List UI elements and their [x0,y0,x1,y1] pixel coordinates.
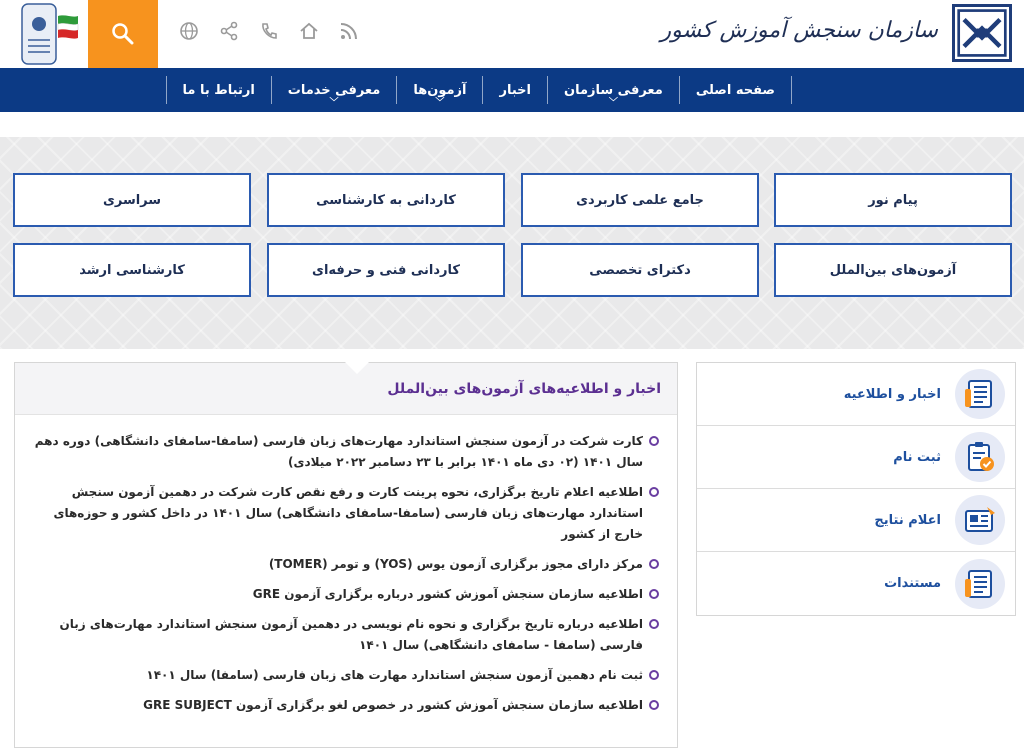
main-nav [0,68,1024,112]
emblem-logo [8,2,80,66]
globe-icon[interactable] [178,20,200,42]
search-icon [111,22,135,46]
exam-categories [0,137,1024,349]
news-link[interactable]: اطلاعیه اعلام تاریخ برگزاری، نحوه پرینت کارت و رفع نقص کارت شرکت در دهمین آزمون سنجش استاندارد مهارت‌های زبان فارسی (سامفا-سامفای دانشگاهی) سال ۱۴۰۱ در داخل کشور و حوزه‌های خارج از کشور [53,485,643,541]
news-icon [955,369,1005,419]
bullet-icon [649,559,659,569]
chevron-down-icon: ﹀ [435,98,445,108]
exam-applied-science[interactable]: جامع علمی کاربردی [521,173,759,227]
nav-label: ارتباط با ما [182,82,255,98]
news-link[interactable]: ثبت نام دهمین آزمون سنجش استاندارد مهارت های زبان فارسی (سامفا) سال ۱۴۰۱ [146,668,643,682]
quick-link-news[interactable] [697,363,1015,426]
chevron-down-icon: ﹀ [608,98,618,108]
nav-label: اخبار [499,82,531,98]
news-item[interactable] [33,665,659,686]
nav-item-contact[interactable] [166,76,271,104]
bullet-icon [649,436,659,446]
bullet-icon [649,619,659,629]
news-item[interactable] [33,554,659,575]
search-button[interactable] [88,0,158,68]
news-link[interactable]: اطلاعیه درباره تاریخ برگزاری و نحوه نام نویسی در دهمین آزمون سنجش استاندارد مهارت‌های زبان فارسی (سامفا - سامفای دانشگاهی) سال ۱۴۰۱ [59,617,643,652]
rss-icon[interactable] [338,20,360,42]
news-link[interactable]: کارت شرکت در آزمون سنجش استاندارد مهارت‌های زبان فارسی (سامفا-سامفای دانشگاهی) دوره دهم سال ۱۴۰۱ (۰۲ دی ماه ۱۴۰۱ برابر با ۲۳ دسامبر ۲۰۲۲ میلادی) [34,434,643,469]
quick-link-label: اعلام نتایج [874,512,941,528]
bullet-icon [649,700,659,710]
bullet-icon [649,670,659,680]
exam-payame-noor[interactable]: پیام نور [774,173,1012,227]
registration-icon [955,432,1005,482]
news-item[interactable] [33,584,659,605]
nav-item-services[interactable] [271,76,397,108]
news-panel [14,362,678,748]
nav-item-about[interactable] [547,76,679,108]
quick-link-label: ثبت نام [893,449,941,465]
nav-label: معرفی سازمان [563,82,663,98]
quick-link-label: مستندات [884,576,941,591]
nav-label: صفحه اصلی [695,82,775,98]
nav-item-home[interactable] [679,76,792,104]
nav-item-exams[interactable] [396,76,482,108]
site-logo[interactable] [952,4,1012,62]
site-header [0,0,1024,68]
news-item[interactable] [33,695,659,716]
news-item[interactable] [33,482,659,545]
news-title[interactable]: اخبار و اطلاعیه‌های آزمون‌های بین‌الملل [387,380,661,397]
news-link[interactable]: اطلاعیه سازمان سنجش آموزش کشور درباره برگزاری آزمون GRE [252,587,643,601]
panel-notch [345,362,369,374]
news-item[interactable] [33,614,659,656]
news-item[interactable] [33,431,659,473]
phone-icon[interactable] [258,20,280,42]
news-list [15,415,677,716]
nav-label: آزمون‌ها [413,82,467,98]
exam-international[interactable]: آزمون‌های بین‌الملل [774,243,1012,297]
bullet-icon [649,487,659,497]
news-link[interactable]: مرکز دارای مجوز برگزاری آزمون یوس (YOS) و تومر (TOMER) [268,557,643,571]
quick-link-registration[interactable] [697,426,1015,489]
share-icon[interactable] [218,20,240,42]
nav-item-news[interactable] [482,76,547,104]
header-icons [178,20,360,42]
nav-label: معرفی خدمات [287,82,381,98]
results-icon [955,495,1005,545]
documents-icon [955,559,1005,609]
quick-link-results[interactable] [697,489,1015,552]
chevron-down-icon: ﹀ [329,98,339,108]
quick-link-label: اخبار و اطلاعیه [843,386,941,402]
quick-links-panel [696,362,1016,616]
exam-sarasari[interactable]: سراسری [13,173,251,227]
news-link[interactable]: اطلاعیه سازمان سنجش آموزش کشور در خصوص لغو برگزاری آزمون GRE SUBJECT [143,698,643,712]
logo-mark-icon [955,7,1009,59]
home-icon[interactable] [298,20,320,42]
exam-phd[interactable]: دکترای تخصصی [521,243,759,297]
exam-technical-associate[interactable]: کاردانی فنی و حرفه‌ای [267,243,505,297]
exam-associate-to-bachelor[interactable]: کاردانی به کارشناسی [267,173,505,227]
quick-link-documents[interactable] [697,552,1015,615]
logo-text[interactable]: سازمان سنجش آموزش کشور [660,18,938,43]
exam-masters[interactable]: کارشناسی ارشد [13,243,251,297]
bullet-icon [649,589,659,599]
